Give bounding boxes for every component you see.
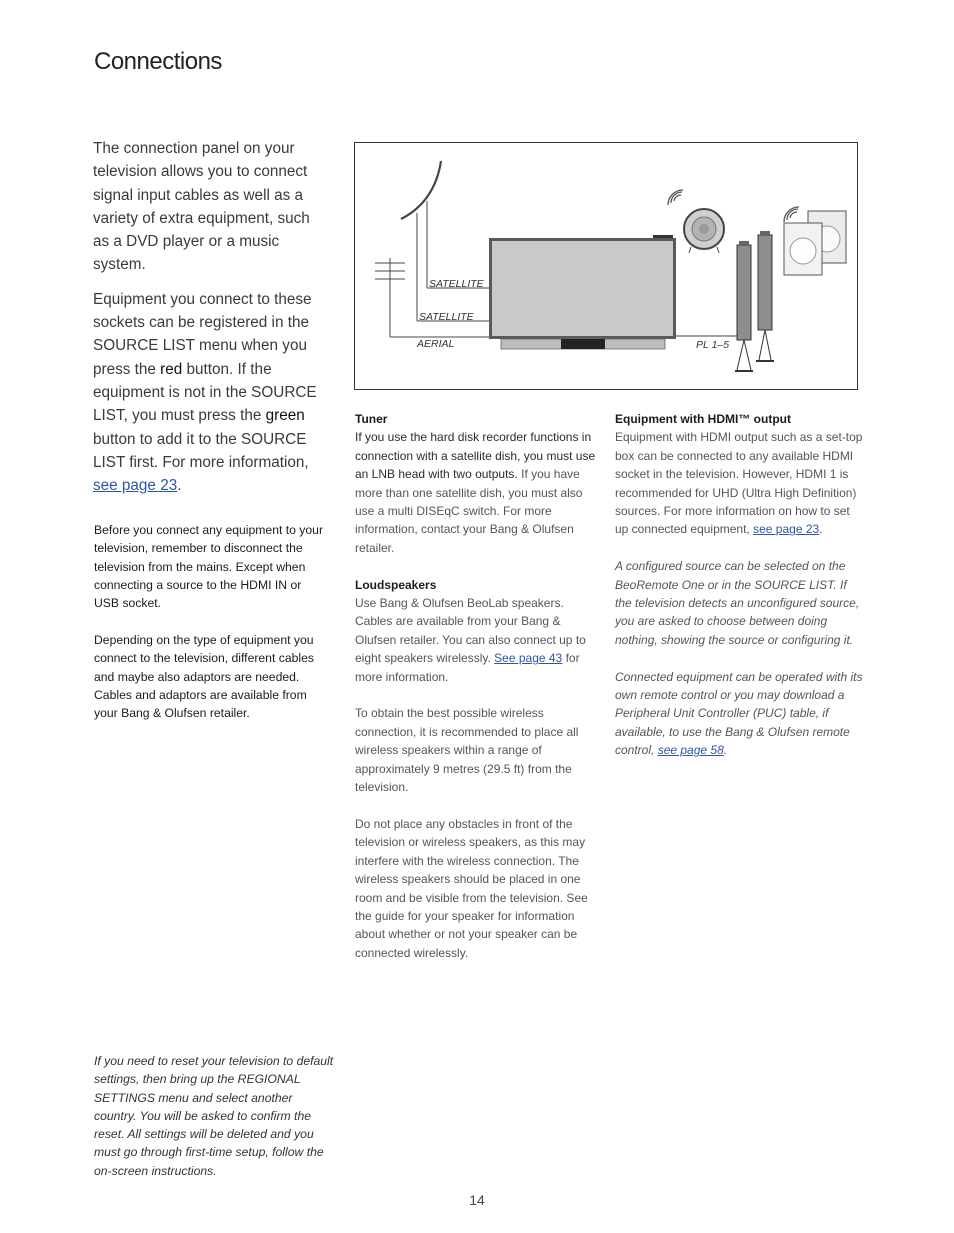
aerial-icon — [375, 258, 405, 337]
intro-text-b: button. If the equipment is not in the SOURCE LIST, you must press the — [93, 360, 317, 425]
intro-text-a: Equipment you connect to these sockets can be registered in the SOURCE LIST menu when you press the — [93, 290, 312, 378]
puc-text-end: . — [723, 743, 728, 758]
obstacles-text: Do not place any obstacles in front of the television or wireless speakers, as this may interfere with the wireless connection. The wireless speakers should be placed in one room and be visible from the television. See the guide for your speaker for information about whether or not your speaker can be connected wirelessly. — [355, 816, 588, 960]
pl-label: PL 1–5 — [696, 339, 730, 351]
cables-note-text: Depending on the type of equipment you connect to the television, different cables and maybe also adaptors are needed. Cables and adaptors are available from your Bang & Olufsen retailer. — [94, 633, 314, 721]
connection-diagram — [354, 142, 858, 390]
wireless-range-text: To obtain the best possible wireless connection, it is recommended to place all wireless speakers within a range of approximately 9 metres (29.5 ft) from the television. — [355, 706, 579, 795]
hdmi-text — [615, 428, 863, 538]
loudspeakers-text-b: for more information. — [355, 651, 580, 684]
disconnect-note-text: Before you connect any equipment to your television, remember to disconnect the television from the mains. Except when connecting a source to the HDMI IN or USB socket. — [94, 523, 323, 611]
satellite-dish-icon — [401, 161, 441, 219]
hdmi-see-page-23-link[interactable]: see page 23 — [753, 522, 820, 537]
intro-paragraph-2 — [93, 288, 325, 498]
see-page-58-link[interactable]: see page 58 — [657, 743, 724, 758]
intro-text-c: button to add it to the SOURCE LIST first. For more information, — [93, 430, 309, 471]
television-icon — [489, 235, 676, 349]
satellite-label-1: SATELLITE — [429, 278, 484, 290]
see-page-23-link[interactable]: see page 23 — [93, 477, 178, 495]
intro-paragraph-1: The connection panel on your television allows you to connect signal input cables as well as a variety of extra equipment, such as a DVD player or a music system. — [93, 140, 310, 274]
intro-text — [93, 137, 325, 508]
middle-column — [355, 410, 603, 981]
configured-source-text: A configured source can be selected on the BeoRemote One or in the SOURCE LIST. If the television detects an unconfigured source, you are asked to choose between doing nothing, showing the source or configuring it. — [615, 559, 860, 647]
right-column — [615, 410, 863, 778]
red-button-word: red — [160, 360, 183, 378]
loudspeakers-text-a: Use Bang & Olufsen BeoLab speakers. Cables are available from your Bang & Olufsen retailer. You can also connect up to eight speakers wirelessly. — [355, 596, 586, 666]
satellite-label-2: SATELLITE — [419, 311, 474, 323]
hdmi-heading: Equipment with HDMI™ output — [615, 412, 791, 426]
loudspeakers-text — [355, 594, 603, 686]
see-page-43-link[interactable]: See page 43 — [494, 651, 563, 666]
reset-note: If you need to reset your television to default settings, then bring up the REGIONAL SETTINGS menu and select another country. You will be asked to confirm the reset. All settings will be deleted and you must go through first-time setup, follow the on-screen instructions. — [94, 1054, 334, 1178]
subwoofer-icon — [668, 190, 724, 253]
puc-text-a: Connected equipment can be operated with its own remote control or you may download a Peripheral Unit Controller (PUC) table, if available, to use the Bang & Olufsen remote control, — [615, 669, 863, 758]
page-number: 14 — [469, 1192, 485, 1208]
wireless-speaker-icon — [784, 207, 846, 275]
floor-speaker-icon-2 — [756, 231, 774, 361]
floor-speaker-icon — [735, 241, 753, 371]
loudspeakers-heading: Loudspeakers — [355, 577, 437, 592]
tuner-heading: Tuner — [355, 412, 388, 426]
disconnect-note — [94, 521, 326, 612]
connection-illustration — [355, 143, 857, 389]
hdmi-text-body: Equipment with HDMI output such as a set-top box can be connected to any available HDMI socket in the television. However, HDMI 1 is recommended for UHD (Ultra High Definition) sources. For more information on how to set up connected equipment, — [615, 430, 863, 537]
intro-text-end: . — [177, 477, 182, 495]
tuner-text-a: If you use the hard disk recorder functions in connection with a satellite dish, you must use an LNB head with two outputs. — [355, 430, 596, 482]
tuner-text — [355, 428, 603, 557]
puc-text — [615, 668, 863, 760]
hdmi-text-end: . — [819, 522, 823, 537]
page-title: Connections — [94, 48, 222, 76]
cables-note — [94, 631, 326, 722]
green-button-word: green — [265, 407, 305, 425]
aerial-label: AERIAL — [417, 338, 455, 350]
tuner-text-b: If you have more than one satellite dish, you must also use a multi DISEqC switch. For more information, contact your Bang & Olufsen retailer. — [355, 467, 583, 555]
